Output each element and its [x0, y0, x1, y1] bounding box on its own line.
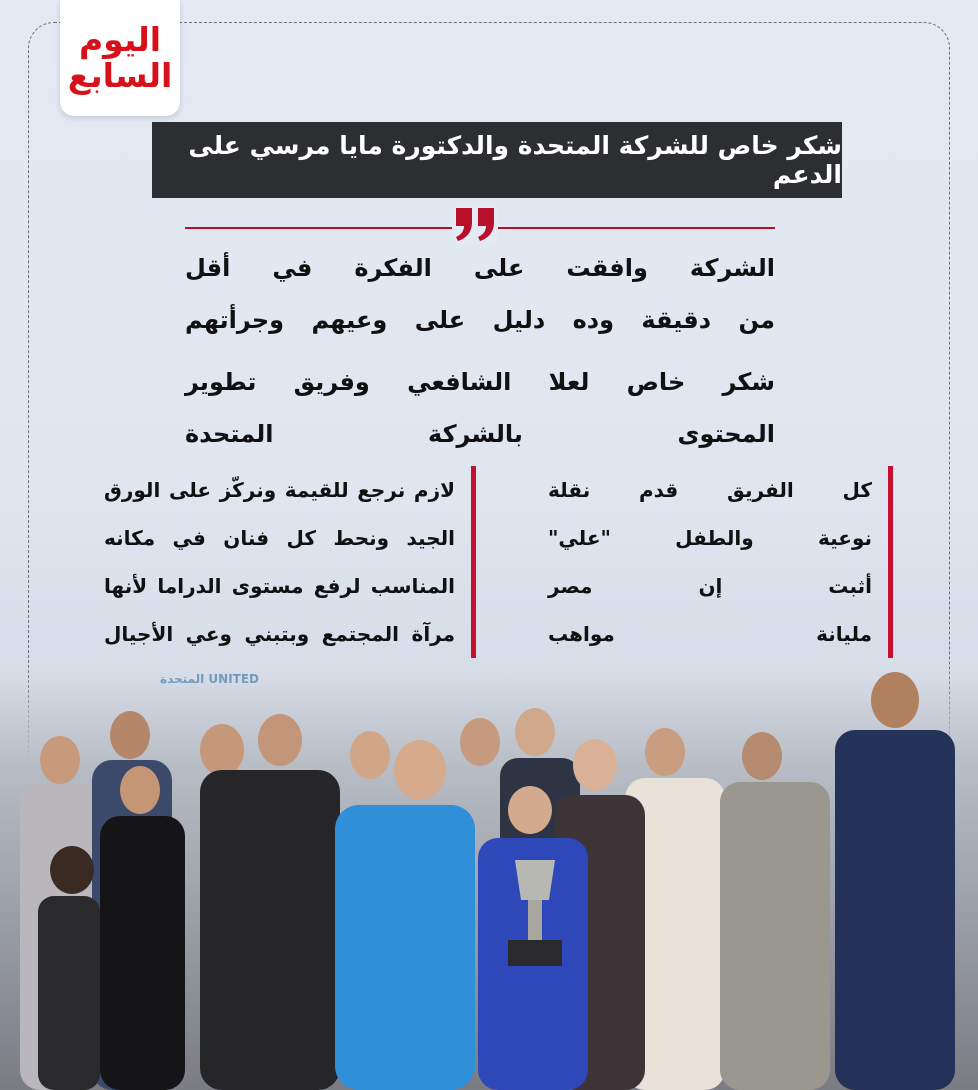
column-line: كل الفريق قدم نقلة: [548, 478, 872, 502]
left-quote-column: [104, 466, 476, 658]
quote-icon: [452, 204, 498, 244]
quote-line: المحتوى بالشركة المتحدة: [185, 420, 775, 448]
quote-line: من دقيقة وده دليل على وعيهم وجرأتهم: [185, 306, 775, 334]
column-line: الجيد ونحط كل فنان في مكانه: [104, 526, 455, 550]
quote-line: الشركة وافقت على الفكرة في أقل: [185, 254, 775, 282]
quote-paragraph-1: [185, 242, 775, 346]
quote-paragraph-2: [185, 356, 775, 460]
brand-logo-line2: السابع: [67, 56, 173, 95]
group-photo: [0, 660, 978, 1090]
column-line: المناسب لرفع مستوى الدراما لأنها: [104, 574, 455, 598]
quote-line: شكر خاص لعلا الشافعي وفريق تطوير: [185, 368, 775, 396]
headline-banner: شكر خاص للشركة المتحدة والدكتورة مايا مرسي على الدعم: [152, 122, 842, 198]
right-quote-column: [548, 466, 893, 658]
brand-logo-line1: اليوم: [78, 20, 162, 59]
column-line: مرآة المجتمع وبتبني وعي الأجيال: [104, 622, 455, 646]
column-line: مليانة مواهب: [548, 622, 872, 646]
column-line: نوعية والطفل "علي": [548, 526, 872, 550]
column-line: لازم نرجع للقيمة ونركّز على الورق: [104, 478, 455, 502]
brand-logo: [60, 0, 180, 116]
column-line: أثبت إن مصر: [548, 574, 872, 598]
